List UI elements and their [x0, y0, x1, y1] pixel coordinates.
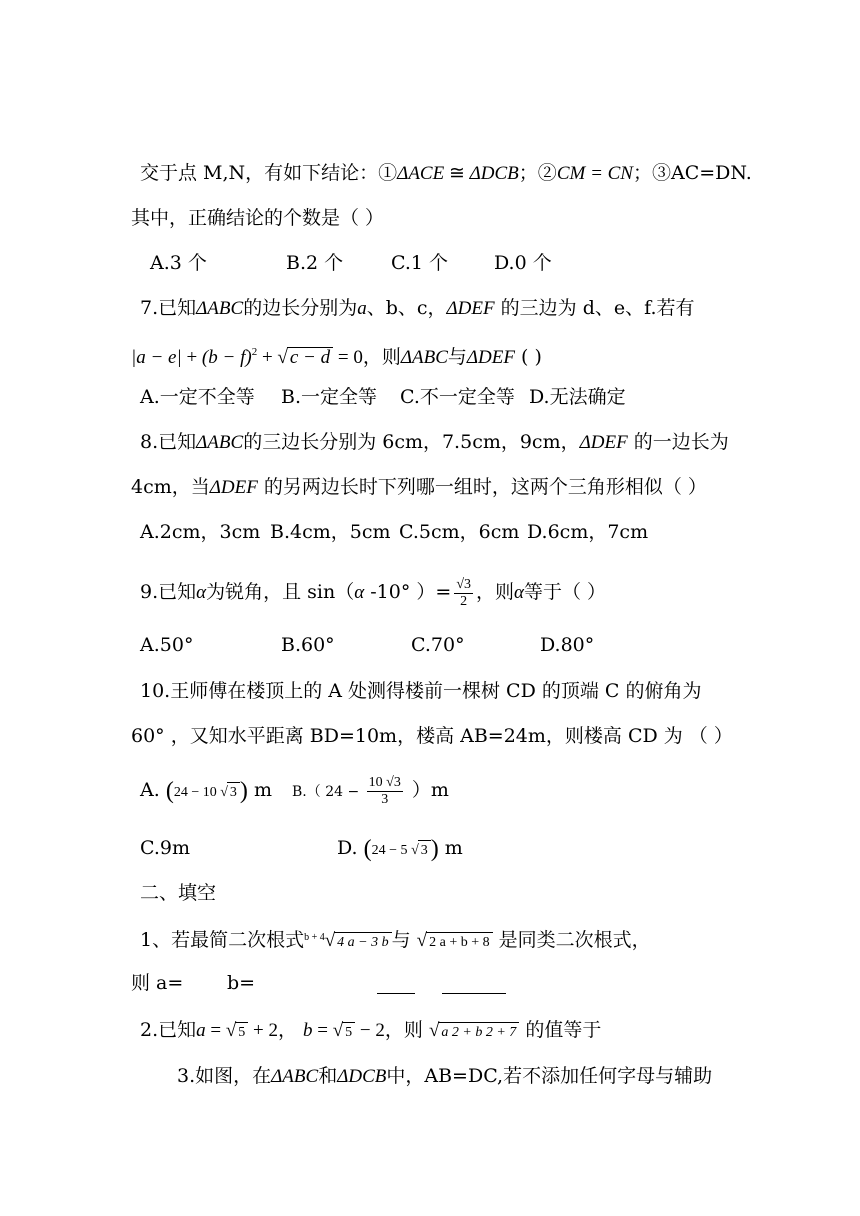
q7-option-a: A.一定不全等 — [140, 386, 255, 408]
sqrt-symbol: √ — [225, 1020, 237, 1041]
q7-stem-line: 7.已知ΔABC的边长分别为a、b、c，ΔDEF 的三边为 d、e、f.若有 — [140, 297, 695, 319]
q6-option-b: B.2 个 — [286, 252, 344, 274]
q8-option-b: B.4cm，5cm — [270, 521, 391, 543]
q8-option-d: D.6cm，7cm — [527, 521, 649, 543]
q10-option-c: C.9m — [140, 837, 191, 859]
q7-equation-line: $|a - e| + (b - f)^2$ + √ c − d = 0，则ΔABC与ΔDEF ( ) — [131, 346, 542, 368]
fill-q3-line: 3.如图，在ΔABC和ΔDCB中，AB=DC,若不添加任何字母与辅助 — [177, 1065, 713, 1087]
q9-option-a: A.50° — [140, 634, 194, 656]
q10-option-d: D. (24 − 5 √ 3 ) m — [337, 836, 463, 862]
sqrt-symbol: √ — [411, 843, 419, 858]
sqrt-symbol: √ — [332, 1020, 344, 1041]
q9-stem-line: 9.已知α为锐角，且 sin（α -10° ）= $\frac{√3}{2}$ ，则α等于（ ） — [140, 576, 607, 609]
q8-option-a: A.2cm，3cm — [140, 521, 261, 543]
fill-q1-answer-a-label: 则 a= — [131, 972, 184, 994]
q7-option-c: C.不一定全等 — [400, 386, 515, 408]
q9-option-c: C.70° — [411, 634, 465, 656]
q10-stem-line: 10.王师傅在楼顶上的 A 处测得楼前一棵树 CD 的顶端 C 的俯角为 — [140, 680, 702, 702]
q6-question-line: 其中，正确结论的个数是（ ） — [131, 207, 385, 229]
q7-option-d: D.无法确定 — [529, 386, 626, 408]
q6-option-c: C.1 个 — [391, 252, 449, 274]
q9-option-d: D.80° — [540, 634, 595, 656]
fill-q2-line: 2.已知a = √ 5 + 2， b = √ 5 − 2，则 √ a 2 + b 2 + 7 的值等于 — [140, 1019, 602, 1041]
sqrt-symbol: √ — [324, 930, 336, 951]
q10-option-b-fraction: $\frac{10 √3}{3}$ — [368, 774, 401, 807]
fill-q1-line: 1、若最简二次根式$^{b + 4}$√ 4 a − 3 b 与 √ 2 a + b + 8 是同类二次根式， — [140, 929, 651, 951]
q7-option-b: B.一定全等 — [281, 386, 378, 408]
q8-stem-line: 8.已知ΔABC的三边长分别为 6cm，7.5cm，9cm，ΔDEF 的一边长为 — [140, 431, 729, 453]
section-heading: 二、填空 — [140, 882, 217, 904]
q6-option-a: A.3 个 — [150, 252, 207, 274]
fill-q1-answer-b-label: b= — [227, 972, 256, 994]
q6-conclusions-line: 交于点 M,N，有如下结论：①ΔACE ≅ ΔDCB；②CM = CN；③AC=DN. — [140, 162, 752, 184]
q6-option-d: D.0 个 — [494, 252, 552, 274]
sqrt-symbol: √ — [220, 785, 228, 800]
sqrt-symbol: √ — [277, 347, 288, 368]
q10-options-ab: A. (24 − 10 √ 3 ) m B.（ 24 − $\frac{10 √3}{3}$ ）m — [140, 774, 449, 807]
sqrt-symbol: √ — [416, 930, 428, 951]
q9-fraction: $\frac{√3}{2}$ — [456, 576, 472, 609]
q9-option-b: B.60° — [281, 634, 335, 656]
fill-q1-answer-b-blank[interactable] — [442, 973, 506, 994]
q10-stem-line-2: 60° ，又知水平距离 BD=10m，楼高 AB=24m，则楼高 CD 为 （ ） — [131, 725, 733, 747]
fill-q1-answer-a-blank[interactable] — [377, 973, 415, 994]
q8-option-c: C.5cm，6cm — [399, 521, 520, 543]
q8-stem-line-2: 4cm，当ΔDEF 的另两边长时下列哪一组时，这两个三角形相似（ ） — [131, 476, 707, 498]
sqrt-symbol: √ — [428, 1020, 440, 1041]
